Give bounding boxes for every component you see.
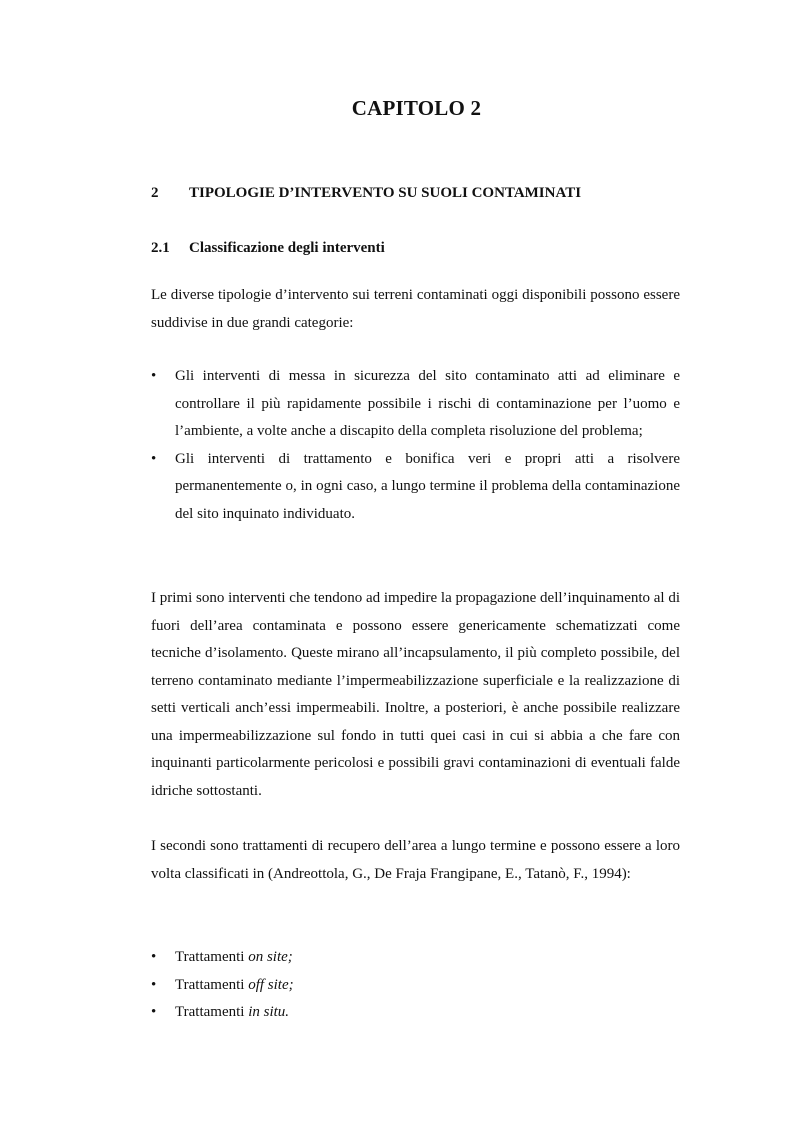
body-paragraph-second: I secondi sono trattamenti di recupero dell’area a lungo termine e possono essere a loro volta classificati in (Andreottola, G., De Fraja Frangipane, E., Tatanò, F., 1994): xyxy=(151,838,680,882)
bullet-icon: • xyxy=(151,1004,157,1020)
categories-list xyxy=(151,363,680,528)
treatment-term: in situ. xyxy=(248,1004,290,1020)
list-item xyxy=(151,363,680,446)
list-item xyxy=(151,972,680,1000)
section-number: 2 xyxy=(151,185,159,201)
subsection-number: 2.1 xyxy=(151,240,170,256)
bullet-icon: • xyxy=(151,976,157,993)
bullet-icon: • xyxy=(151,450,157,467)
section-heading xyxy=(151,185,581,202)
bullet-icon: • xyxy=(151,368,157,384)
list-item xyxy=(151,999,680,1027)
body-paragraph-first: I primi sono interventi che tendono ad impedire la propagazione dell’inquinamento al di fuori dell’area contaminata e possono essere genericamente schematizzati come tecniche d’isolamento. Queste mirano all’incapsulamento, il più completo possibile, del terreno contaminato mediante l’impermeabilizzazione superficiale e la realizzazione di setti verticali anch’essi impermeabili. Inoltre, a posteriori, è anche possibile realizzare una impermeabilizzazione sul fondo in tutti quei casi in cui si abbia a che fare con inquinanti particolarmente pericolosi e possibili gravi contaminazioni di eventuali falde idriche sottostanti. xyxy=(151,590,681,799)
treatment-term: off site; xyxy=(248,976,294,993)
treatment-prefix: Trattamenti xyxy=(175,1004,249,1020)
list-item xyxy=(151,944,680,972)
list-item-text: Gli interventi di messa in sicurezza del sito contaminato atti ad eliminare e controllare il più rapidamente possibile i rischi di contaminazione per l’uomo e l’ambiente, a volte anche a discapito della completa risoluzione del problema; xyxy=(175,368,680,439)
treatments-list xyxy=(151,944,680,1027)
section-title: TIPOLOGIE D’INTERVENTO SU SUOLI CONTAMINATI xyxy=(189,185,582,201)
list-item-text: Gli interventi di trattamento e bonifica veri e propri atti a risolvere permanentemente o, in ogni caso, a lungo termine il problema della contaminazione del sito inquinato individuato. xyxy=(175,450,680,522)
treatment-prefix: Trattamenti xyxy=(175,949,249,965)
list-item xyxy=(151,446,680,529)
treatment-prefix: Trattamenti xyxy=(175,976,249,993)
subsection-heading xyxy=(151,240,385,257)
intro-paragraph: Le diverse tipologie d’intervento sui terreni contaminati oggi disponibili possono essere suddivise in due grandi categorie: xyxy=(151,287,680,331)
treatment-term: on site; xyxy=(248,949,293,965)
subsection-title: Classificazione degli interventi xyxy=(189,240,385,256)
bullet-icon: • xyxy=(151,949,157,965)
chapter-title: CAPITOLO 2 xyxy=(351,96,482,120)
